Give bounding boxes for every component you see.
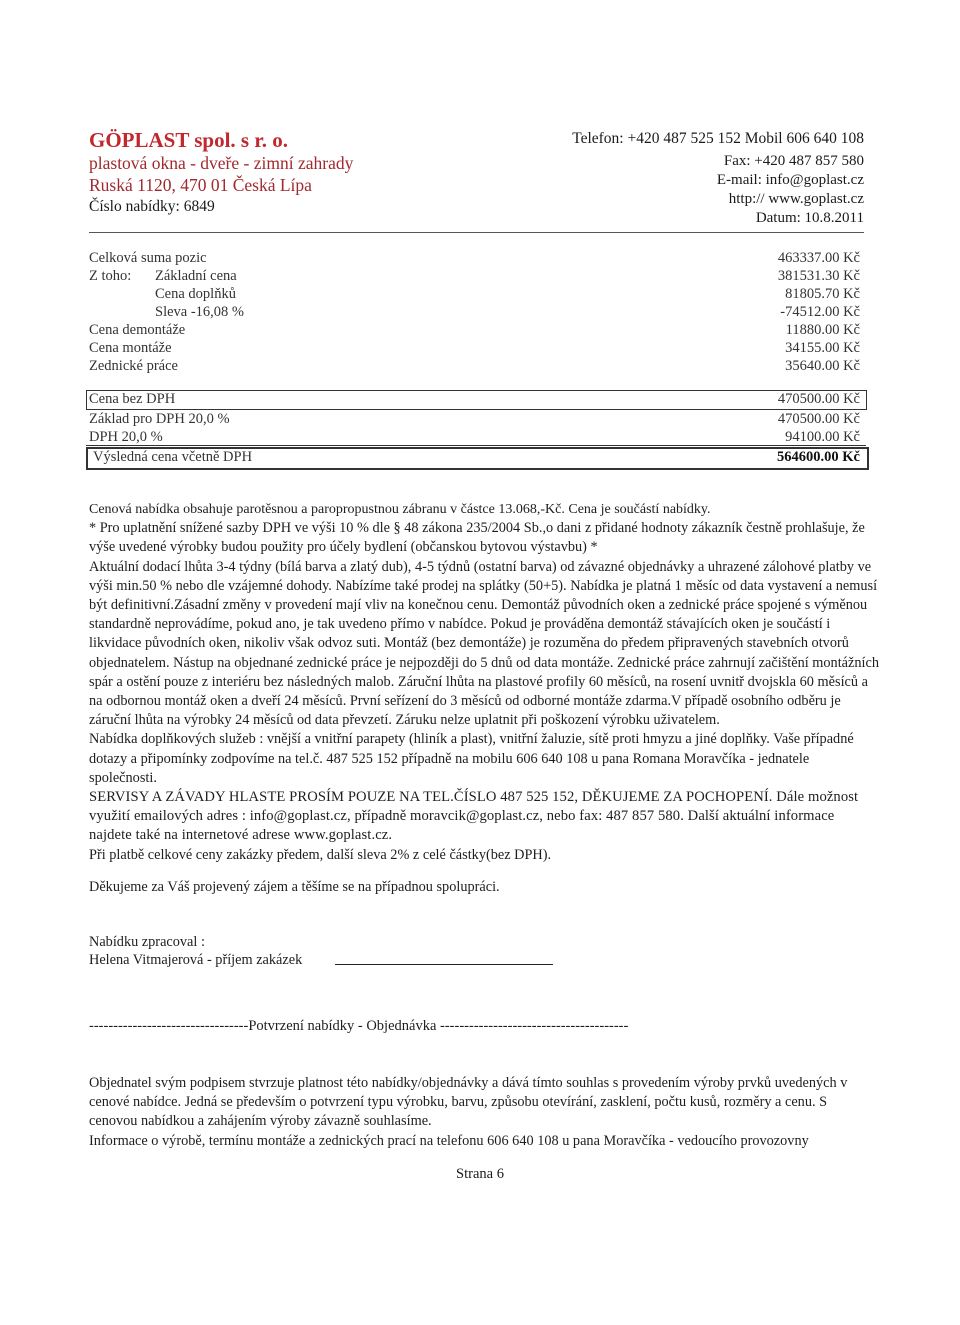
summary-row — [89, 286, 864, 305]
total-rule — [86, 445, 866, 446]
email-line: E-mail: info@goplast.cz — [716, 172, 864, 188]
company-name: GÖPLAST spol. s r. o. — [89, 128, 288, 152]
date-line: Datum: 10.8.2011 — [755, 210, 864, 226]
phone-line: Telefon: +420 487 525 152 Mobil 606 640 108 — [572, 130, 864, 147]
summary-row — [89, 358, 864, 377]
grand-total-row — [89, 449, 864, 468]
offer-notes — [89, 500, 879, 865]
service-contact-paragraph: SERVISY A ZÁVADY HLASTE PROSÍM POUZE NA TEL.ČÍSLO 487 525 152, DĚKUJEME ZA POCHOPENÍ. Dále možnost využití emailových adres : info@goplast.cz, případně moravcik@goplast.cz, nebo fax: 487 857 580. Další aktuální informace najdete také na internetové adrese www.goplast.cz. — [89, 789, 859, 844]
row-label: DPH 20,0 % — [89, 429, 163, 445]
row-value: 381531.30 Kč — [777, 268, 860, 284]
company-header — [89, 128, 353, 217]
row-value: 470500.00 Kč — [777, 411, 860, 427]
row-value: 34155.00 Kč — [785, 340, 860, 356]
row-value: 35640.00 Kč — [785, 358, 860, 374]
row-label: Cena montáže — [89, 340, 172, 356]
vat-declaration: * Pro uplatnění snížené sazby DPH ve výši 10 % dle § 48 zákona 235/2004 Sb.,o dani z přidané hodnoty zákazník čestně prohlašuje, že výše uvedené výrobky budou použity pro účely bydlení (občanskou bytovou výstavbu) * — [89, 520, 865, 556]
row-label: Základ pro DPH 20,0 % — [89, 411, 230, 427]
row-label: Z toho: — [89, 268, 132, 284]
row-value: 463337.00 Kč — [777, 250, 860, 266]
confirmation-divider: ---------------------------------Potvrzení nabídky - Objednávka --------------------------------------- — [89, 1018, 629, 1034]
production-info: Informace o výrobě, termínu montáže a zednických prací na telefonu 606 640 108 u pana Moravčíka - vedoucího provozovny — [89, 1132, 809, 1149]
row-value: 94100.00 Kč — [785, 429, 860, 445]
row-value: 81805.70 Kč — [785, 286, 860, 302]
terms-paragraph: Aktuální dodací lhůta 3-4 týdny (bílá barva a zlatý dub), 4-5 týdnů (ostatní barva) od závazné objednávky a uhrazené zálohové platby ve výši min.50 % nebo dle vzájemné dohody. Nabízíme také prodej na splátky (50+5). Nabídka je platná 1 měsíc od data vystavení a nemusí být definitivní.Zásadní změny v provedení mají vliv na konečnou cenu. Demontáž původních oken a zednické práce spojené s výměnou standardně neprovádíme, pokud ano, je tak uvedeno přímo v nabídce. Pokud je prováděna demontáž stávajících oken je součástí i likvidace původních oken, nikoliv však odvoz suti. Montáž (bez demontáže) je rozuměna do předem připravených stavebních otvorů objednatelem. Nástup na objednané zednické práce je nejpozději do 5 dnů od data montáže. Zednické práce zahrnují začištění montážních spár a ostění pouze z interiéru bez následných malob. Záruční lhůta na plastové profily 60 měsíců, na rosení uvnitř dvojskla 60 měsíců a na odbornou montáž oken a dveří 24 měsíců. První seřízení do 3 měsíců od odborné montáže zdarma.V případě osobního odběru je záruční lhůta na výrobky 24 měsíců od data převzetí. Záruku nelze uplatnit při poškození výrobku uživatelem. — [89, 558, 879, 729]
row-label: Celková suma pozic — [89, 250, 207, 266]
summary-row — [89, 322, 864, 341]
summary-row — [89, 304, 864, 323]
totals-row — [89, 391, 864, 410]
totals-row — [89, 411, 864, 430]
row-label: Výsledná cena včetně DPH — [93, 449, 253, 465]
header-divider — [89, 232, 864, 233]
prepared-by-label: Nabídku zpracoval : — [89, 934, 205, 950]
row-value: 564600.00 Kč — [777, 449, 860, 465]
signature-line — [335, 964, 553, 965]
summary-row — [89, 250, 864, 269]
prepayment-note: Při platbě celkové ceny zakázky předem, další sleva 2% z celé částky(bez DPH). — [89, 846, 552, 863]
vapor-barrier-note: Cenová nabídka obsahuje parotěsnou a paropropustnou zábranu v částce 13.068,-Kč. Cena je součástí nabídky. — [89, 502, 711, 517]
confirmation-paragraph: Objednatel svým podpisem stvrzuje platnost této nabídky/objednávky a dává tímto souhlas s provedením výroby prvků uvedených v cenové nabídce. Jedná se především o potvrzení typu výrobku, barvu, způsobu otevírání, zasklení, počtu kusů, rozměry a cenu. S cenovou nabídkou a zahájením výroby závazně souhlasíme. — [89, 1075, 848, 1130]
company-address: Ruská 1120, 470 01 Česká Lípa — [89, 175, 312, 195]
page-number: Strana 6 — [456, 1166, 504, 1182]
row-label: Cena demontáže — [89, 322, 186, 338]
thanks-line: Děkujeme za Váš projevený zájem a těšíme se na případnou spolupráci. — [89, 879, 500, 895]
row-label: Cena bez DPH — [89, 391, 176, 407]
contact-block — [572, 128, 864, 228]
row-label: Sleva -16,08 % — [155, 304, 244, 320]
web-line: http:// www.goplast.cz — [728, 191, 864, 207]
row-value: 11880.00 Kč — [785, 322, 860, 338]
row-sublabel: Základní cena — [155, 268, 237, 284]
row-value: 470500.00 Kč — [777, 391, 860, 407]
summary-row — [89, 268, 864, 287]
row-value: -74512.00 Kč — [780, 304, 860, 320]
fax-line: Fax: +420 487 857 580 — [723, 153, 864, 169]
company-tagline: plastová okna - dveře - zimní zahrady — [89, 153, 354, 173]
row-label: Cena doplňků — [155, 286, 236, 302]
summary-row — [89, 340, 864, 359]
confirmation-text — [89, 1074, 879, 1151]
offer-number: Číslo nabídky: 6849 — [89, 198, 215, 215]
services-paragraph: Nabídka doplňkových služeb : vnější a vnitřní parapety (hliník a plast), vnitřní žaluzie, sítě proti hmyzu a jiné doplňky. Vaše případné dotazy a připomínky zodpovíme na tel.č. 487 525 152 případně na mobilu 606 640 108 u pana Romana Moravčíka - jednatele společnosti. — [89, 731, 854, 786]
prepared-by-name: Helena Vitmajerová - příjem zakázek — [89, 952, 303, 968]
row-label: Zednické práce — [89, 358, 178, 374]
